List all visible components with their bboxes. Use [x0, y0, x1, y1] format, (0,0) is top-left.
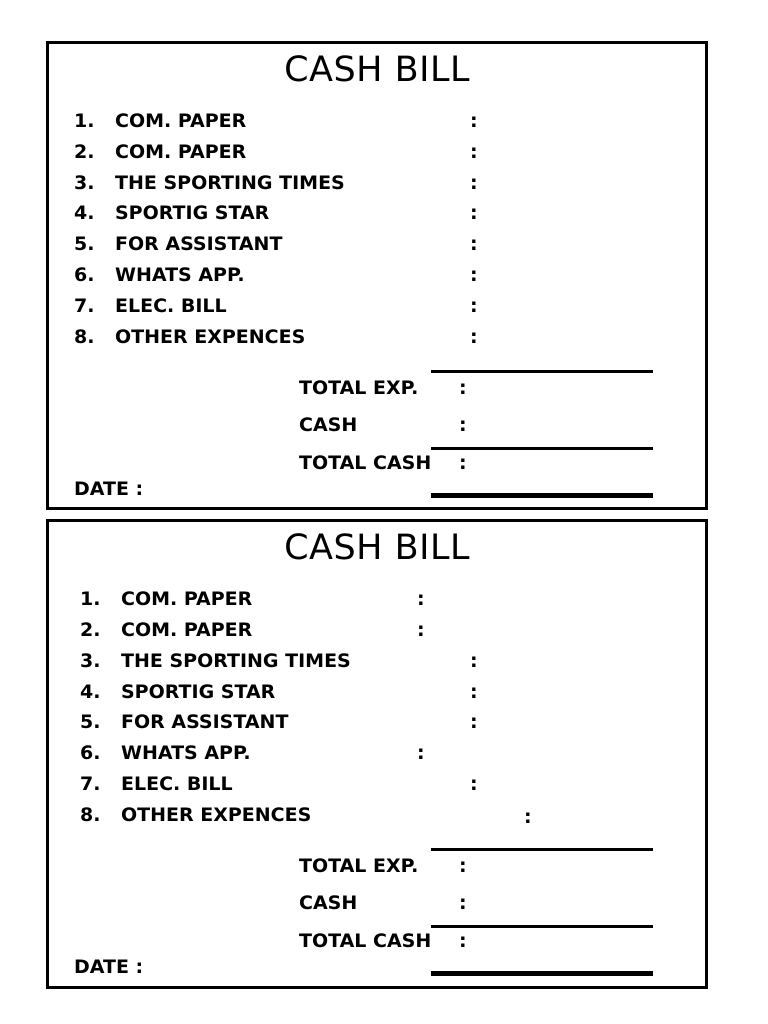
total-cash-colon: :	[459, 930, 467, 952]
item-number: 7.	[74, 295, 95, 317]
cash-label: CASH	[299, 414, 358, 436]
item-label: COM. PAPER	[121, 588, 253, 610]
total-cash-rule	[431, 925, 653, 928]
total-cash-label: TOTAL CASH	[299, 930, 432, 952]
item-colon: :	[470, 650, 478, 672]
item-number: 5.	[74, 233, 95, 255]
item-colon: :	[470, 295, 478, 317]
item-number: 8.	[80, 804, 101, 826]
date-label: DATE :	[74, 478, 144, 500]
item-colon: :	[470, 141, 478, 163]
total-cash-double-rule	[431, 971, 653, 976]
item-label: THE SPORTING TIMES	[121, 650, 351, 672]
item-colon: :	[470, 326, 478, 348]
item-colon: :	[417, 588, 425, 610]
item-colon: :	[470, 264, 478, 286]
item-colon: :	[417, 619, 425, 641]
item-label: OTHER EXPENCES	[121, 804, 312, 826]
bill-title: CASH BILL	[284, 528, 470, 568]
cash-bill-top	[46, 41, 708, 510]
item-label: ELEC. BILL	[115, 295, 227, 317]
cash-bill-bottom	[46, 519, 708, 989]
total-exp-rule	[431, 848, 653, 851]
total-exp-colon: :	[459, 855, 467, 877]
total-exp-label: TOTAL EXP.	[299, 377, 419, 399]
item-colon: :	[470, 711, 478, 733]
item-colon: :	[470, 681, 478, 703]
item-number: 7.	[80, 773, 101, 795]
bill-title: CASH BILL	[284, 50, 470, 90]
item-number: 4.	[80, 681, 101, 703]
total-exp-label: TOTAL EXP.	[299, 855, 419, 877]
item-colon: :	[417, 742, 425, 764]
total-exp-colon: :	[459, 377, 467, 399]
item-number: 2.	[80, 619, 101, 641]
total-cash-rule	[431, 447, 653, 450]
item-label: WHATS APP.	[121, 742, 251, 764]
item-colon: :	[470, 773, 478, 795]
item-number: 5.	[80, 711, 101, 733]
total-cash-double-rule	[431, 493, 653, 498]
total-cash-label: TOTAL CASH	[299, 452, 432, 474]
item-label: COM. PAPER	[115, 141, 247, 163]
item-number: 4.	[74, 202, 95, 224]
item-colon: :	[470, 233, 478, 255]
item-colon: :	[470, 172, 478, 194]
item-label: COM. PAPER	[115, 110, 247, 132]
date-label: DATE :	[74, 956, 144, 978]
cash-colon: :	[459, 892, 467, 914]
item-number: 3.	[80, 650, 101, 672]
total-cash-colon: :	[459, 452, 467, 474]
item-number: 6.	[80, 742, 101, 764]
item-label: FOR ASSISTANT	[121, 711, 289, 733]
cash-colon: :	[459, 414, 467, 436]
item-number: 8.	[74, 326, 95, 348]
item-label: THE SPORTING TIMES	[115, 172, 345, 194]
item-number: 2.	[74, 141, 95, 163]
cash-label: CASH	[299, 892, 358, 914]
item-colon: :	[524, 806, 532, 828]
item-label: WHATS APP.	[115, 264, 245, 286]
item-label: COM. PAPER	[121, 619, 253, 641]
item-colon: :	[470, 110, 478, 132]
item-label: FOR ASSISTANT	[115, 233, 283, 255]
item-label: SPORTIG STAR	[115, 202, 270, 224]
item-colon: :	[470, 202, 478, 224]
item-label: OTHER EXPENCES	[115, 326, 306, 348]
item-label: SPORTIG STAR	[121, 681, 276, 703]
item-number: 1.	[80, 588, 101, 610]
item-number: 3.	[74, 172, 95, 194]
total-exp-rule	[431, 370, 653, 373]
item-label: ELEC. BILL	[121, 773, 233, 795]
item-number: 1.	[74, 110, 95, 132]
item-number: 6.	[74, 264, 95, 286]
